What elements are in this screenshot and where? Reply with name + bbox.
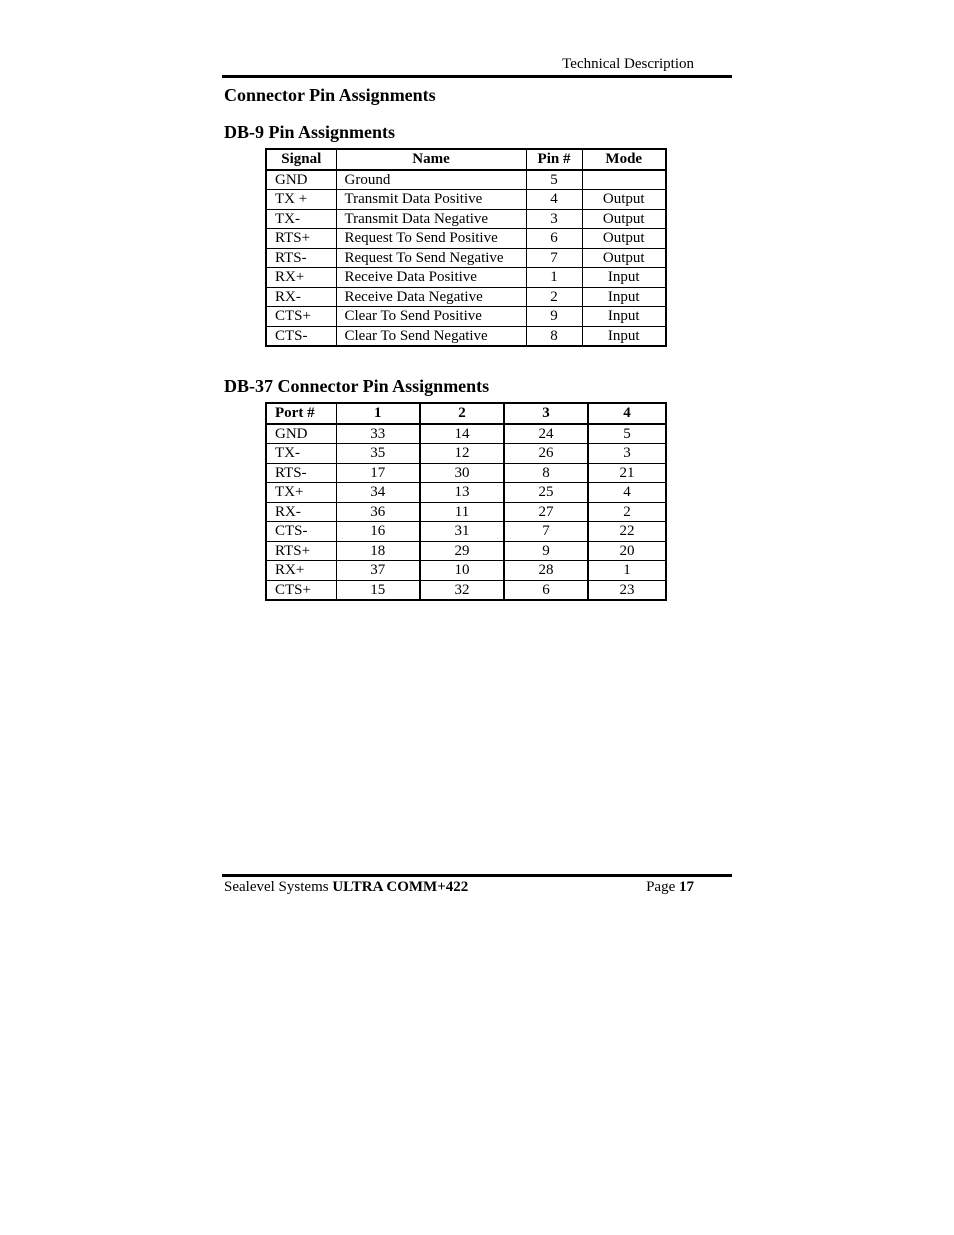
table-cell: 7 — [526, 248, 582, 268]
table-cell: 9 — [504, 541, 588, 561]
table-cell: 1 — [526, 268, 582, 288]
column-header: Port # — [266, 403, 336, 424]
table-cell: 10 — [420, 561, 504, 581]
table-cell: Input — [582, 307, 666, 327]
table-cell: 15 — [336, 580, 420, 600]
footer-product — [224, 879, 468, 896]
table-cell: Transmit Data Negative — [336, 209, 526, 229]
table-row — [266, 326, 666, 346]
table-cell: Input — [582, 268, 666, 288]
table-cell: CTS- — [266, 522, 336, 542]
table-cell: 16 — [336, 522, 420, 542]
table-cell: 7 — [504, 522, 588, 542]
table-cell: 2 — [526, 287, 582, 307]
table-cell: GND — [266, 170, 336, 190]
table-row — [266, 287, 666, 307]
table-cell: TX- — [266, 209, 336, 229]
table-cell: 32 — [420, 580, 504, 600]
table-cell: Output — [582, 248, 666, 268]
table-cell: 36 — [336, 502, 420, 522]
table-cell: CTS+ — [266, 307, 336, 327]
table-cell: Clear To Send Positive — [336, 307, 526, 327]
db37-heading: DB-37 Connector Pin Assignments — [224, 376, 490, 396]
table-cell: 33 — [336, 424, 420, 444]
table-cell: CTS+ — [266, 580, 336, 600]
page-number-value: 17 — [679, 879, 694, 895]
table-cell: RX+ — [266, 561, 336, 581]
table-cell: 5 — [588, 424, 666, 444]
table-cell: TX- — [266, 444, 336, 464]
table-cell: 26 — [504, 444, 588, 464]
table-cell: 22 — [588, 522, 666, 542]
table-cell: 35 — [336, 444, 420, 464]
table-cell: 4 — [588, 483, 666, 503]
table-cell: 34 — [336, 483, 420, 503]
table-cell: 30 — [420, 463, 504, 483]
table-row — [266, 522, 666, 542]
table-cell: RTS- — [266, 248, 336, 268]
table-row — [266, 502, 666, 522]
table-cell: 3 — [526, 209, 582, 229]
table-cell: 11 — [420, 502, 504, 522]
table-row — [266, 580, 666, 600]
table-row — [266, 463, 666, 483]
table-cell: 24 — [504, 424, 588, 444]
column-header: Signal — [266, 149, 336, 170]
table-cell: Output — [582, 209, 666, 229]
table-cell: 5 — [526, 170, 582, 190]
column-header: 1 — [336, 403, 420, 424]
table-cell: 17 — [336, 463, 420, 483]
table-cell: Receive Data Negative — [336, 287, 526, 307]
table-cell: Receive Data Positive — [336, 268, 526, 288]
db9-heading: DB-9 Pin Assignments — [224, 122, 396, 142]
table-row — [266, 248, 666, 268]
column-header: 4 — [588, 403, 666, 424]
table-row — [266, 170, 666, 190]
table-cell: TX + — [266, 190, 336, 210]
table-cell: Request To Send Negative — [336, 248, 526, 268]
table-cell: 25 — [504, 483, 588, 503]
db9-pin-table — [265, 148, 667, 347]
table-cell: 6 — [526, 229, 582, 249]
table-cell: Ground — [336, 170, 526, 190]
db37-pin-table — [265, 402, 667, 601]
table-cell: 3 — [588, 444, 666, 464]
table-row — [266, 424, 666, 444]
table-cell: Request To Send Positive — [336, 229, 526, 249]
table-row — [266, 561, 666, 581]
table-row — [266, 483, 666, 503]
table-cell: 12 — [420, 444, 504, 464]
table-cell: 9 — [526, 307, 582, 327]
table-cell: 37 — [336, 561, 420, 581]
table-cell: 27 — [504, 502, 588, 522]
table-cell: 4 — [526, 190, 582, 210]
table-cell: 20 — [588, 541, 666, 561]
table-cell: 8 — [526, 326, 582, 346]
table-cell: 14 — [420, 424, 504, 444]
table-cell: RX+ — [266, 268, 336, 288]
column-header: Mode — [582, 149, 666, 170]
table-cell: 29 — [420, 541, 504, 561]
table-row — [266, 209, 666, 229]
table-cell: Input — [582, 287, 666, 307]
table-cell: Transmit Data Positive — [336, 190, 526, 210]
column-header: 3 — [504, 403, 588, 424]
table-cell: 31 — [420, 522, 504, 542]
table-cell: GND — [266, 424, 336, 444]
table-cell: RTS- — [266, 463, 336, 483]
table-cell: 6 — [504, 580, 588, 600]
table-header-row — [266, 149, 666, 170]
running-header: Technical Description — [562, 56, 694, 72]
table-cell: Output — [582, 190, 666, 210]
table-header-row — [266, 403, 666, 424]
table-cell: 8 — [504, 463, 588, 483]
table-cell: 1 — [588, 561, 666, 581]
section-title: Connector Pin Assignments — [224, 85, 436, 105]
table-cell: Input — [582, 326, 666, 346]
column-header: Name — [336, 149, 526, 170]
table-cell: Clear To Send Negative — [336, 326, 526, 346]
page-label: Page — [646, 879, 676, 895]
table-cell: 13 — [420, 483, 504, 503]
table-cell: 21 — [588, 463, 666, 483]
table-cell: RX- — [266, 502, 336, 522]
table-cell: 2 — [588, 502, 666, 522]
table-cell — [582, 170, 666, 190]
footer-company: Sealevel Systems — [224, 879, 329, 895]
table-row — [266, 268, 666, 288]
table-row — [266, 541, 666, 561]
table-cell: 23 — [588, 580, 666, 600]
footer-rule — [222, 874, 732, 877]
table-cell: CTS- — [266, 326, 336, 346]
table-row — [266, 229, 666, 249]
table-row — [266, 190, 666, 210]
column-header: Pin # — [526, 149, 582, 170]
table-cell: RTS+ — [266, 541, 336, 561]
table-row — [266, 307, 666, 327]
table-cell: Output — [582, 229, 666, 249]
header-rule — [222, 75, 732, 78]
table-cell: 28 — [504, 561, 588, 581]
table-row — [266, 444, 666, 464]
table-cell: 18 — [336, 541, 420, 561]
table-cell: RX- — [266, 287, 336, 307]
table-cell: RTS+ — [266, 229, 336, 249]
column-header: 2 — [420, 403, 504, 424]
table-cell: TX+ — [266, 483, 336, 503]
footer-product-name: ULTRA COMM+422 — [332, 879, 469, 895]
page-number — [646, 879, 694, 896]
